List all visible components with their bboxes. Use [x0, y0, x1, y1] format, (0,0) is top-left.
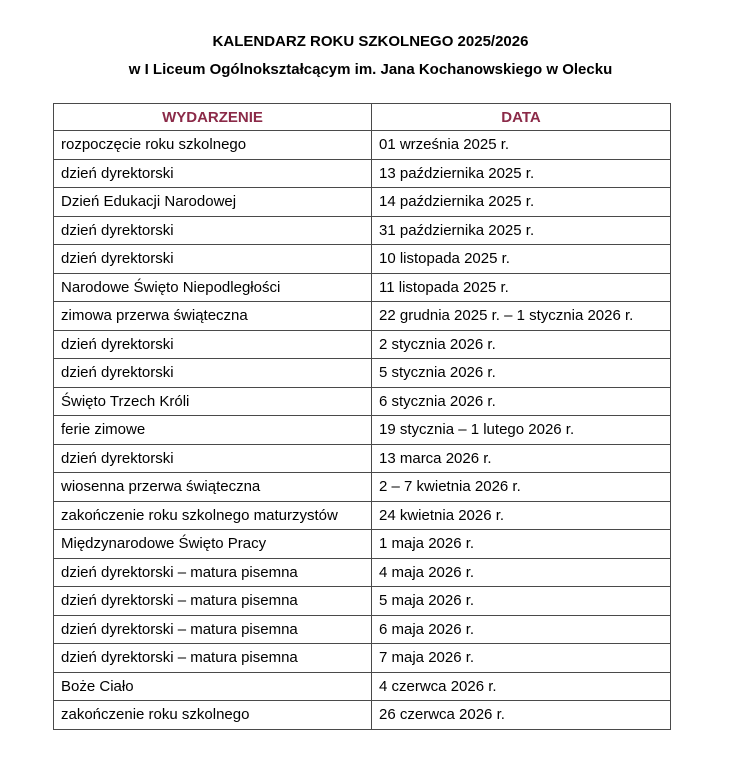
table-header-row [54, 104, 671, 131]
event-cell: Międzynarodowe Święto Pracy [54, 530, 372, 559]
date-cell: 31 października 2025 r. [372, 216, 671, 245]
event-cell: rozpoczęcie roku szkolnego [54, 131, 372, 160]
event-cell: dzień dyrektorski [54, 245, 372, 274]
date-cell: 6 maja 2026 r. [372, 615, 671, 644]
table-row [54, 330, 671, 359]
date-cell: 4 czerwca 2026 r. [372, 672, 671, 701]
date-cell: 5 maja 2026 r. [372, 587, 671, 616]
date-cell: 6 stycznia 2026 r. [372, 387, 671, 416]
event-cell: dzień dyrektorski – matura pisemna [54, 615, 372, 644]
date-cell: 5 stycznia 2026 r. [372, 359, 671, 388]
date-cell: 4 maja 2026 r. [372, 558, 671, 587]
table-row [54, 159, 671, 188]
event-cell: Dzień Edukacji Narodowej [54, 188, 372, 217]
date-cell: 13 marca 2026 r. [372, 444, 671, 473]
date-cell: 7 maja 2026 r. [372, 644, 671, 673]
event-cell: Boże Ciało [54, 672, 372, 701]
event-cell: dzień dyrektorski – matura pisemna [54, 587, 372, 616]
table-body [54, 131, 671, 730]
table-row [54, 131, 671, 160]
event-cell: dzień dyrektorski – matura pisemna [54, 558, 372, 587]
table-row [54, 273, 671, 302]
table-row [54, 216, 671, 245]
table-row [54, 359, 671, 388]
table-row [54, 501, 671, 530]
table-row [54, 701, 671, 730]
document-title: KALENDARZ ROKU SZKOLNEGO 2025/2026 [212, 33, 529, 50]
date-cell: 1 maja 2026 r. [372, 530, 671, 559]
event-cell: zakończenie roku szkolnego [54, 701, 372, 730]
table-row [54, 245, 671, 274]
date-cell: 22 grudnia 2025 r. – 1 stycznia 2026 r. [372, 302, 671, 331]
date-cell: 10 listopada 2025 r. [372, 245, 671, 274]
table-row [54, 416, 671, 445]
event-cell: dzień dyrektorski – matura pisemna [54, 644, 372, 673]
table-row [54, 644, 671, 673]
table-row [54, 473, 671, 502]
event-cell: dzień dyrektorski [54, 159, 372, 188]
date-cell: 2 stycznia 2026 r. [372, 330, 671, 359]
event-cell: dzień dyrektorski [54, 216, 372, 245]
event-cell: Narodowe Święto Niepodległości [54, 273, 372, 302]
event-cell: dzień dyrektorski [54, 444, 372, 473]
table-row [54, 530, 671, 559]
date-cell: 01 września 2025 r. [372, 131, 671, 160]
event-cell: wiosenna przerwa świąteczna [54, 473, 372, 502]
column-header-event: WYDARZENIE [54, 104, 372, 131]
date-cell: 26 czerwca 2026 r. [372, 701, 671, 730]
date-cell: 14 października 2025 r. [372, 188, 671, 217]
date-cell: 11 listopada 2025 r. [372, 273, 671, 302]
table-row [54, 444, 671, 473]
event-cell: zimowa przerwa świąteczna [54, 302, 372, 331]
date-cell: 24 kwietnia 2026 r. [372, 501, 671, 530]
school-calendar-table [53, 103, 671, 730]
column-header-date: DATA [372, 104, 671, 131]
event-cell: dzień dyrektorski [54, 330, 372, 359]
document-subtitle: w I Liceum Ogólnokształcącym im. Jana Kochanowskiego w Olecku [128, 61, 613, 78]
event-cell: dzień dyrektorski [54, 359, 372, 388]
date-cell: 2 – 7 kwietnia 2026 r. [372, 473, 671, 502]
table-row [54, 558, 671, 587]
table-row [54, 302, 671, 331]
date-cell: 13 października 2025 r. [372, 159, 671, 188]
event-cell: Święto Trzech Króli [54, 387, 372, 416]
event-cell: ferie zimowe [54, 416, 372, 445]
table-row [54, 188, 671, 217]
table-row [54, 672, 671, 701]
table-row [54, 615, 671, 644]
event-cell: zakończenie roku szkolnego maturzystów [54, 501, 372, 530]
date-cell: 19 stycznia – 1 lutego 2026 r. [372, 416, 671, 445]
table-row [54, 587, 671, 616]
table-row [54, 387, 671, 416]
